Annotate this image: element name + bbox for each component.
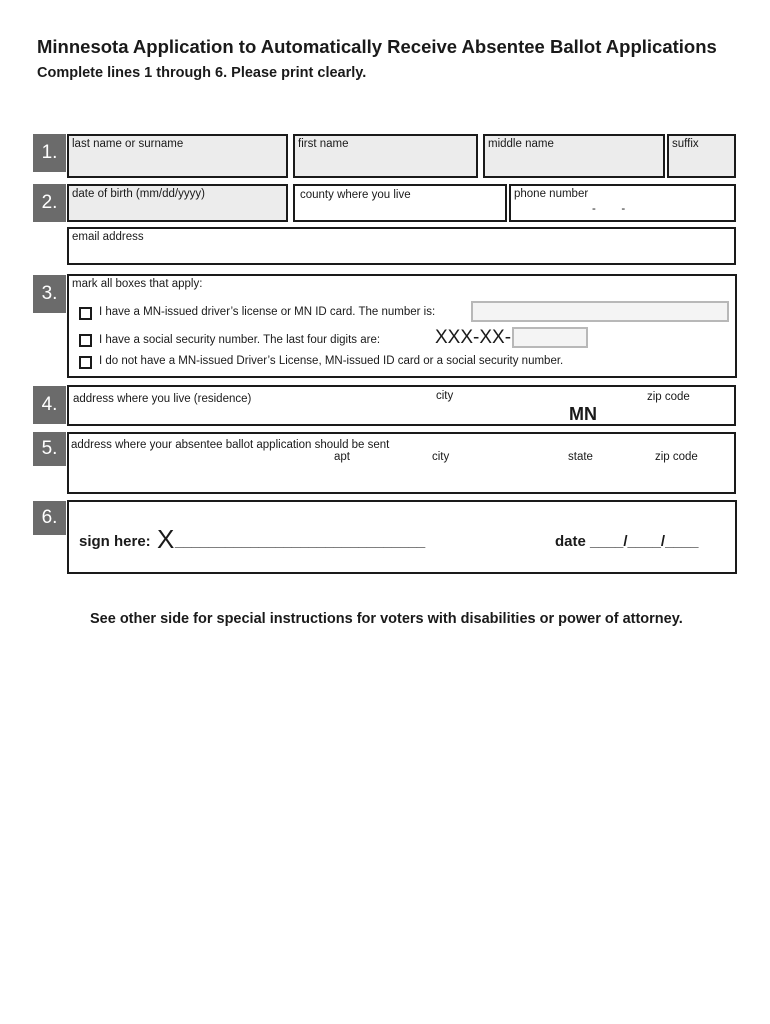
suffix-label: suffix <box>672 138 699 150</box>
license-number-input[interactable] <box>471 301 729 322</box>
mailing-zip-label: zip code <box>655 451 698 463</box>
signature-line[interactable]: ______________________________ <box>175 533 426 550</box>
no-id-checkbox[interactable] <box>79 356 92 369</box>
signature-x-mark: X <box>157 524 175 554</box>
suffix-field[interactable] <box>667 134 736 178</box>
no-id-option-label: I do not have a MN-issued Driver’s License, MN-issued ID card or a social security number. <box>99 355 564 367</box>
line-1-number: 1. <box>33 134 66 172</box>
line-4-number: 4. <box>33 386 66 424</box>
residence-address-field[interactable] <box>67 385 736 426</box>
residence-zip-label: zip code <box>647 391 690 403</box>
signature-date[interactable]: date ____/____/____ <box>555 533 699 550</box>
date-of-birth-field[interactable] <box>67 184 288 222</box>
footer-note: See other side for special instructions for voters with disabilities or power of attorney. <box>90 611 683 627</box>
phone-number-label: phone number <box>514 188 589 200</box>
phone-number-field[interactable] <box>509 184 736 222</box>
ssn-prefix: XXX-XX- <box>435 327 512 348</box>
last-name-label: last name or surname <box>72 138 184 150</box>
county-label: county where you live <box>300 189 411 201</box>
middle-name-label: middle name <box>488 138 554 150</box>
line-3-number: 3. <box>33 275 66 313</box>
form-title: Minnesota Application to Automatically Receive Absentee Ballot Applications <box>37 36 717 57</box>
line-5-number: 5. <box>33 432 66 466</box>
mailing-address-label: address where your absentee ballot application should be sent <box>71 439 390 451</box>
form-subtitle: Complete lines 1 through 6. Please print clearly. <box>37 65 367 81</box>
mailing-address-field[interactable] <box>67 432 736 494</box>
line-2-number: 2. <box>33 184 66 222</box>
phone-dashes: - - <box>592 203 626 215</box>
sign-here-label: sign here: <box>79 533 151 550</box>
ssn-checkbox[interactable] <box>79 334 92 347</box>
drivers-license-option-label: I have a MN-issued driver’s license or MN ID card. The number is: <box>99 306 436 318</box>
last-name-field[interactable] <box>67 134 288 178</box>
mailing-apt-label: apt <box>334 451 350 463</box>
residence-state-value: MN <box>569 404 597 424</box>
first-name-field[interactable] <box>293 134 478 178</box>
date-of-birth-label: date of birth (mm/dd/yyyy) <box>72 188 205 200</box>
residence-address-label: address where you live (residence) <box>73 393 252 405</box>
county-field[interactable] <box>293 184 507 222</box>
mailing-city-label: city <box>432 451 450 463</box>
first-name-label: first name <box>298 138 349 150</box>
ssn-option-label: I have a social security number. The last four digits are: <box>99 334 381 346</box>
email-label: email address <box>72 231 144 243</box>
residence-city-label: city <box>436 390 454 402</box>
email-field[interactable] <box>67 227 736 265</box>
middle-name-field[interactable] <box>483 134 665 178</box>
mailing-state-label: state <box>568 451 593 463</box>
drivers-license-checkbox[interactable] <box>79 307 92 320</box>
mark-boxes-label: mark all boxes that apply: <box>72 278 203 290</box>
ssn-last-four-input[interactable] <box>512 327 588 348</box>
line-6-number: 6. <box>33 501 66 535</box>
